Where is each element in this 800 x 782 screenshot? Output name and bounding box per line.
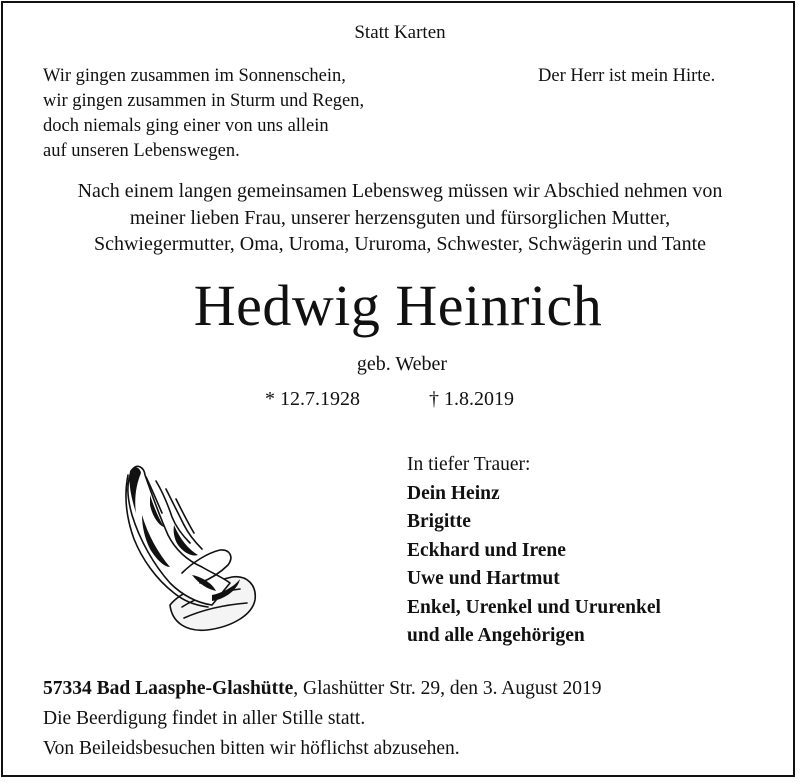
statt-karten-heading: Statt Karten xyxy=(354,22,446,43)
family-member: und alle Angehörigen xyxy=(407,625,585,646)
poem-line: auf unseren Lebenswegen. xyxy=(43,141,240,161)
intro-line: Nach einem langen gemeinsamen Lebensweg müssen wir Abschied nehmen von xyxy=(77,180,723,202)
poem xyxy=(43,64,364,164)
psalm-quote: Der Herr ist mein Hirte. xyxy=(538,66,716,86)
poem-line: wir gingen zusammen in Sturm und Regen, xyxy=(43,91,365,111)
death-date: † 1.8.2019 xyxy=(429,388,514,410)
deceased-name: Hedwig Heinrich xyxy=(193,273,603,338)
family-member: Enkel, Urenkel und Ururenkel xyxy=(407,596,661,618)
mourning-family xyxy=(407,451,661,651)
family-member: Brigitte xyxy=(407,511,471,532)
funeral-note: Die Beerdigung findet in aller Stille statt. xyxy=(43,708,366,729)
address-line xyxy=(43,674,602,704)
footer xyxy=(43,674,602,764)
praying-hands-icon xyxy=(112,455,262,635)
family-member: Eckhard und Irene xyxy=(407,539,566,561)
condolence-note: Von Beileidsbesuchen bitten wir höflichst abzusehen. xyxy=(43,738,460,759)
address-date: , Glashütter Str. 29, den 3. August 2019 xyxy=(293,678,602,699)
family-member: Uwe und Hartmut xyxy=(407,568,560,589)
place-name: 57334 Bad Laasphe-Glashütte xyxy=(43,678,294,699)
birth-date: * 12.7.1928 xyxy=(265,388,360,410)
family-member: Dein Heinz xyxy=(407,482,500,504)
maiden-name: geb. Weber xyxy=(356,353,448,375)
mourning-lead: In tiefer Trauer: xyxy=(407,454,531,475)
intro-line: meiner lieben Frau, unserer herzensguten und fürsorglichen Mutter, xyxy=(129,206,671,229)
poem-line: Wir gingen zusammen im Sonnenschein, xyxy=(43,66,346,86)
intro-text xyxy=(0,178,800,258)
poem-line: doch niemals ging einer von uns allein xyxy=(43,116,329,136)
intro-line: Schwiegermutter, Oma, Uroma, Ururoma, Schwester, Schwägerin und Tante xyxy=(93,233,706,255)
